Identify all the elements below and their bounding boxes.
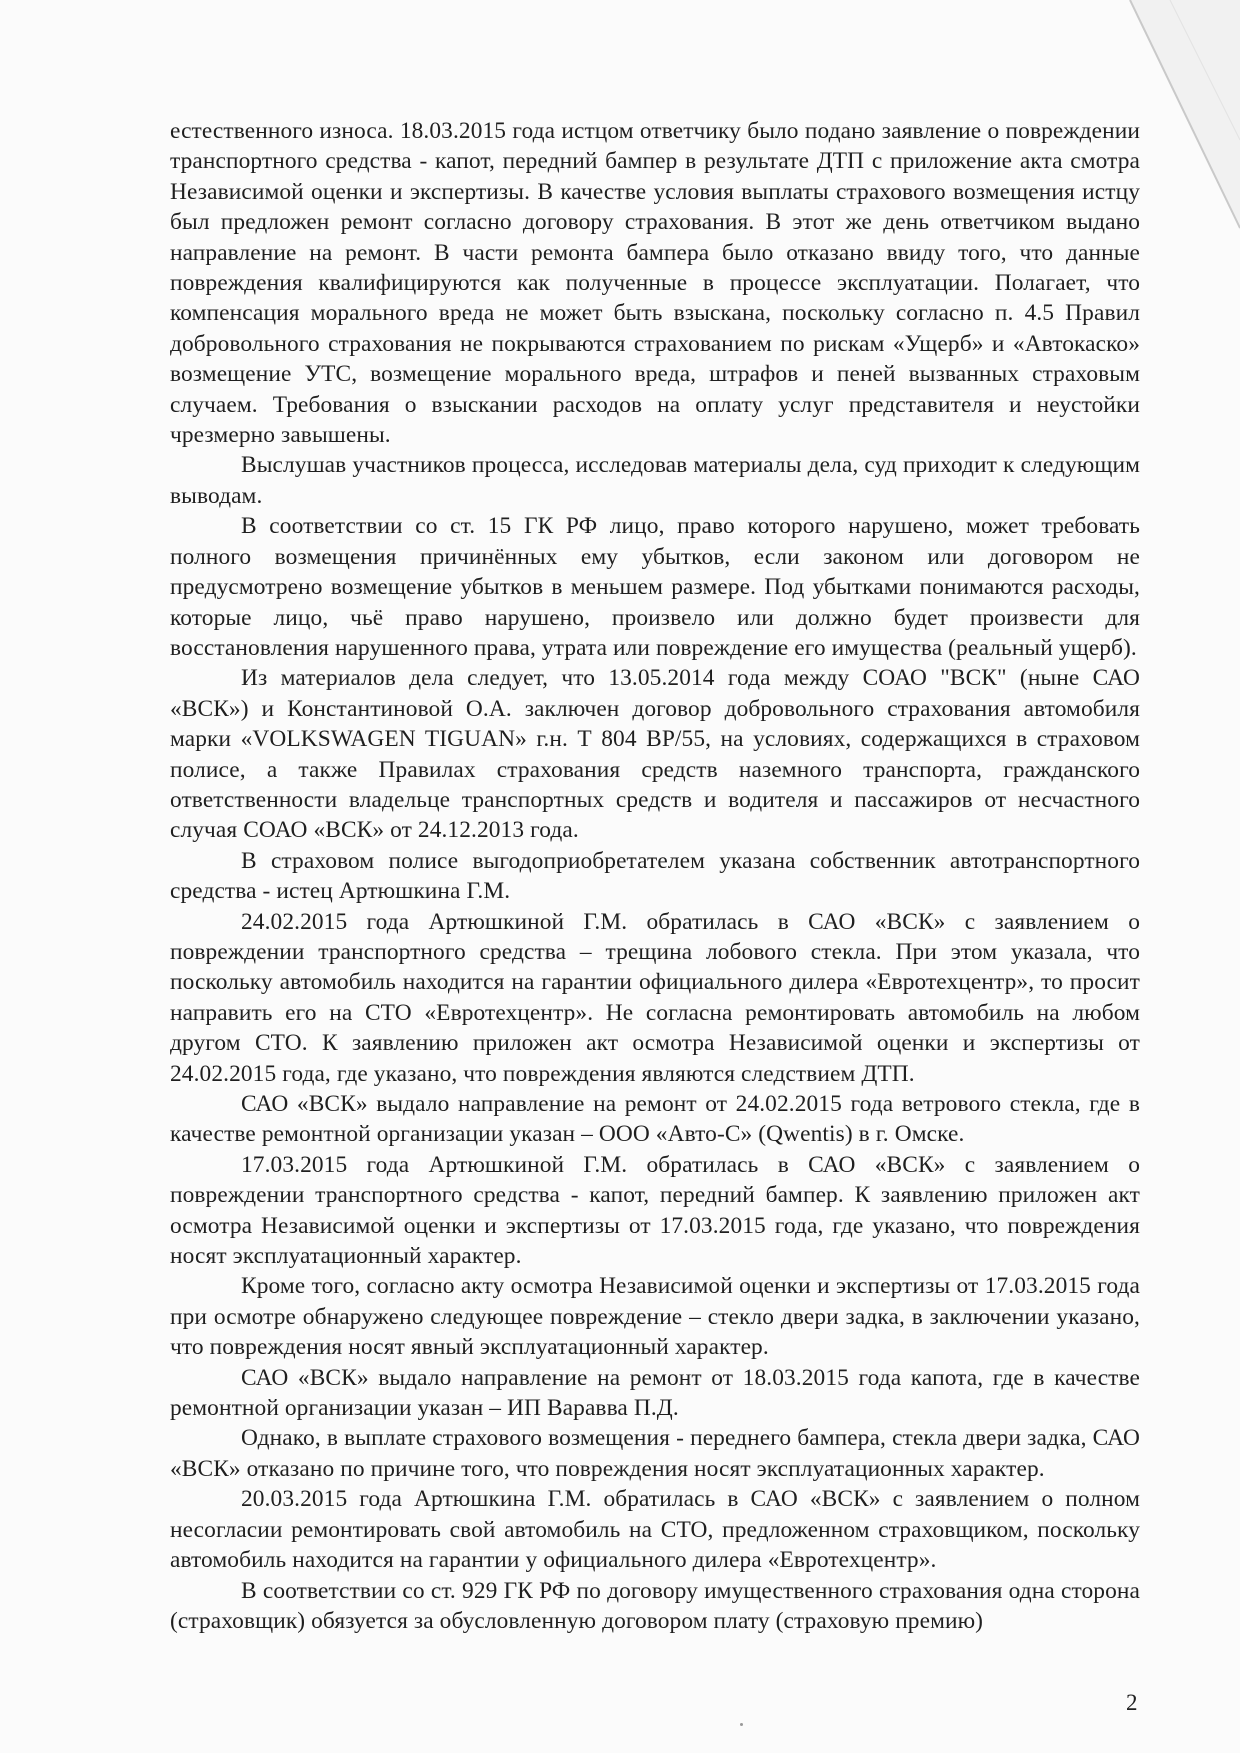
paragraph: САО «ВСК» выдало направление на ремонт от 18.03.2015 года капота, где в качестве ремонтной организации указан – ИП Варавва П.Д. xyxy=(170,1364,1140,1422)
scan-artifact xyxy=(740,1723,743,1726)
paragraph: 24.02.2015 года Артюшкиной Г.М. обратилась в САО «ВСК» с заявлением о повреждении транспортного средства – трещина лобового стекла. При этом указала, что поскольку автомобиль находится на гарантии официального дилера «Евротехцентр», то просит направить его на СТО «Евротехцентр». Не согласна ремонтировать автомобиль на любом другом СТО. К заявлению приложен акт осмотра Независимой оценки и экспертизы от 24.02.2015 года, где указано, что повреждения являются следствием ДТП. xyxy=(170,908,1140,1087)
paragraph: Выслушав участников процесса, исследовав материалы дела, суд приходит к следующим выводам. xyxy=(170,452,1140,509)
paragraph: Из материалов дела следует, что 13.05.2014 года между СОАО "ВСК" (ныне САО «ВСК») и Константиновой О.А. заключен договор добровольного страхования автомобиля марки «VOLKSWAGEN TIGUAN» г.н. Т 804 ВР/55, на условиях, содержащихся в страховом полисе, а также Правилах страхования средств наземного транспорта, гражданского ответственности владельце транспортных средств и водителя и пассажиров от несчастного случая СОАО «ВСК» от 24.12.2013 года. xyxy=(170,665,1140,844)
paragraph: 20.03.2015 года Артюшкина Г.М. обратилась в САО «ВСК» с заявлением о полном несогласии ремонтировать свой автомобиль на СТО, предложенном страховщиком, поскольку автомобиль находится на гарантии у официального дилера «Евротехцентр». xyxy=(170,1486,1140,1574)
paragraph-continuation: естественного износа. 18.03.2015 года истцом ответчику было подано заявление о повреждении транспортного средства - капот, передний бампер в результате ДТП с приложение акта смотра Независимой оценки и экспертизы. В качестве условия выплаты страхового возмещения истцу был предложен ремонт согласно договору страхования. В этот же день ответчиком выдано направление на ремонт. В части ремонта бампера было отказано ввиду того, что данные повреждения квалифицируются как полученные в процессе эксплуатации. Полагает, что компенсация морального вреда не может быть взыскана, поскольку согласно п. 4.5 Правил добровольного страхования не покрываются страхованием по рискам «Ущерб» и «Автокаско» возмещение УТС, возмещение морального вреда, штрафов и пеней вызванных страховым случаем. Требования о взыскании расходов на оплату услуг представителя и неустойки чрезмерно завышены. xyxy=(170,118,1140,449)
paragraph: 17.03.2015 года Артюшкиной Г.М. обратилась в САО «ВСК» с заявлением о повреждении транспортного средства - капот, передний бампер. К заявлению приложен акт осмотра Независимой оценки и экспертизы от 17.03.2015 года, где указано, что повреждения носят эксплуатационный характер. xyxy=(170,1151,1140,1270)
paragraph: В страховом полисе выгодоприобретателем указана собственник автотранспортного средства - истец Артюшкина Г.М. xyxy=(170,847,1140,905)
paragraph: Однако, в выплате страхового возмещения - переднего бампера, стекла двери задка, САО «ВСК» отказано по причине того, что повреждения носят эксплуатационных характер. xyxy=(170,1425,1140,1482)
document-body xyxy=(170,116,1140,1636)
page-number: 2 xyxy=(1126,1690,1138,1715)
paragraph: Кроме того, согласно акту осмотра Независимой оценки и экспертизы от 17.03.2015 года при осмотре обнаружено следующее повреждение – стекло двери задка, в заключении указано, что повреждения носят явный эксплуатационный характер. xyxy=(170,1273,1140,1361)
paragraph: В соответствии со ст. 929 ГК РФ по договору имущественного страхования одна сторона (страховщик) обязуется за обусловленную договором плату (страховую премию) xyxy=(170,1577,1140,1634)
paragraph: САО «ВСК» выдало направление на ремонт от 24.02.2015 года ветрового стекла, где в качестве ремонтной организации указан – ООО «Авто-С» (Qwentis) в г. Омске. xyxy=(170,1091,1140,1148)
paragraph: В соответствии со ст. 15 ГК РФ лицо, право которого нарушено, может требовать полного возмещения причинённых ему убытков, если законом или договором не предусмотрено возмещение убытков в меньшем размере. Под убытками понимаются расходы, которые лицо, чьё право нарушено, произвело или должно будет произвести для восстановления нарушенного права, утрата или повреждение его имущества (реальный ущерб). xyxy=(170,513,1140,661)
